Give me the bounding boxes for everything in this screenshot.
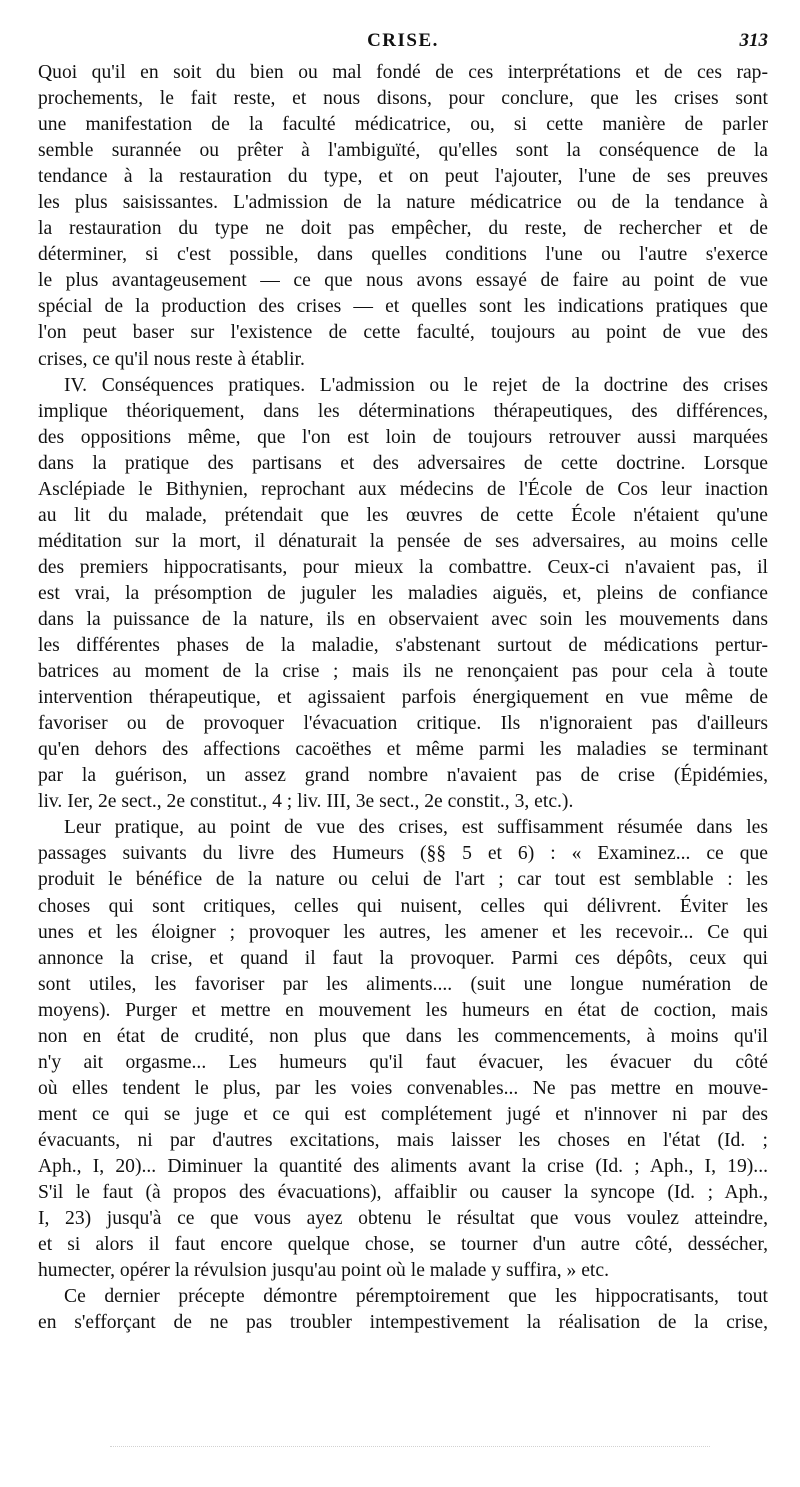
text-line: en s'efforçant de ne pas troubler intempestivement la réalisation de la crise, (38, 1312, 768, 1334)
text-line: où elles tendent le plus, par les voies convenables... Ne pas mettre en mouve- (38, 1077, 768, 1099)
text-line: au lit du malade, prétendait que les œuvres de cette École n'étaient qu'une (38, 504, 768, 526)
text-line: prochements, le fait reste, et nous disons, pour conclure, que les crises sont (38, 88, 768, 110)
text-line: des oppositions même, que l'on est loin de toujours retrouver aussi marquées (38, 426, 768, 448)
text-line: les différentes phases de la maladie, s'abstenant surtout de médications pertur- (38, 635, 768, 657)
text-line: déterminer, si c'est possible, dans quelles conditions l'une ou l'autre s'exerce (38, 244, 768, 266)
text-line: sont utiles, les favoriser par les aliments.... (suit une longue numération de (38, 973, 768, 995)
text-line: dans la pratique des partisans et des adversaires de cette doctrine. Lorsque (38, 452, 768, 474)
text-line: moyens). Purger et mettre en mouvement les humeurs en état de coction, mais (38, 999, 768, 1021)
text-line: qu'en dehors des affections cacoëthes et même parmi les maladies se terminant (38, 739, 768, 761)
text-line: crises, ce qu'il nous reste à établir. (38, 348, 305, 370)
text-line: la restauration du type ne doit pas empêcher, du reste, de rechercher et de (38, 218, 768, 240)
print-residue (110, 1446, 710, 1453)
text-line: ment ce qui se juge et ce qui est complétement jugé et n'innover ni par des (38, 1103, 768, 1125)
text-line: implique théoriquement, dans les déterminations thérapeutiques, des différences, (38, 400, 768, 422)
text-line: n'y ait orgasme... Les humeurs qu'il faut évacuer, les évacuer du côté (38, 1051, 768, 1073)
text-line: spécial de la production des crises — et quelles sont les indications pratiques que (38, 296, 768, 318)
text-line: produit le bénéfice de la nature ou celui de l'art ; car tout est semblable : les (38, 869, 768, 891)
text-line: non en état de crudité, non plus que dans les commencements, à moins qu'il (38, 1025, 768, 1047)
text-line: passages suivants du livre des Humeurs (§§ 5 et 6) : « Examinez... ce que (38, 843, 768, 865)
text-line: choses qui sont critiques, celles qui nuisent, celles qui délivrent. Éviter les (38, 895, 768, 917)
text-line: Ce dernier précepte démontre péremptoirement que les hippocratisants, tout (64, 1286, 768, 1308)
text-line: favoriser ou de provoquer l'évacuation critique. Ils n'ignoraient pas d'ailleurs (38, 713, 768, 735)
text-line: unes et les éloigner ; provoquer les autres, les amener et les recevoir... Ce qui (38, 921, 768, 943)
text-line: des premiers hippocratisants, pour mieux la combattre. Ceux-ci n'avaient pas, il (38, 556, 768, 578)
text-line: par la guérison, un assez grand nombre n'avaient pas de crise (Épidémies, (38, 765, 768, 787)
running-head (38, 30, 768, 54)
text-line: est vrai, la présomption de juguler les maladies aiguës, et, pleins de confiance (38, 582, 768, 604)
text-line: dans la puissance de la nature, ils en observaient avec soin les mouvements dans (38, 608, 768, 630)
text-line: Leur pratique, au point de vue des crises, est suffisamment résumée dans les (64, 817, 768, 839)
text-line: tendance à la restauration du type, et on peut l'ajouter, l'une de ses preuves (38, 166, 768, 188)
text-line: Quoi qu'il en soit du bien ou mal fondé de ces interprétations et de ces rap- (38, 62, 768, 83)
text-line: annonce la crise, et quand il faut la provoquer. Parmi ces dépôts, ceux qui (38, 947, 768, 969)
text-line: humecter, opérer la révulsion jusqu'au point où le malade y suffira, » etc. (38, 1260, 609, 1282)
text-line: batrices au moment de la crise ; mais ils ne renonçaient pas pour cela à toute (38, 661, 768, 683)
text-line: intervention thérapeutique, et agissaient parfois énergiquement en vue même de (38, 687, 768, 709)
body-text (38, 60, 768, 1336)
text-line: évacuants, ni par d'autres excitations, mais laisser les choses en l'état (Id. ; (38, 1129, 768, 1151)
text-line: semble surannée ou prêter à l'ambiguïté, qu'elles sont la conséquence de la (38, 140, 768, 162)
text-line: les plus saisissantes. L'admission de la nature médicatrice ou de la tendance à (38, 192, 768, 214)
text-line: une manifestation de la faculté médicatrice, ou, si cette manière de parler (38, 114, 768, 136)
text-line: Aph., I, 20)... Diminuer la quantité des aliments avant la crise (Id. ; Aph., I, 19)... (38, 1155, 768, 1177)
section-heading-line: IV. Conséquences pratiques. L'admission ou le rejet de la doctrine des crises (64, 374, 768, 396)
text-line: méditation sur la mort, il dénaturait la pensée de ses adversaires, au moins celle (38, 530, 768, 552)
text-line: Asclépiade le Bithynien, reprochant aux médecins de l'École de Cos leur inaction (38, 478, 768, 500)
page-number: 313 (739, 30, 768, 51)
text-line: l'on peut baser sur l'existence de cette faculté, toujours au point de vue des (38, 322, 768, 344)
text-line: et si alors il faut encore quelque chose, se tourner d'un autre côté, dessécher, (38, 1234, 768, 1256)
text-line: I, 23) jusqu'à ce que vous ayez obtenu le résultat que vous voulez atteindre, (38, 1208, 768, 1230)
text-line: le plus avantageusement — ce que nous avons essayé de faire au point de vue (38, 270, 768, 292)
running-title: CRISE. (367, 30, 439, 51)
text-line: S'il le faut (à propos des évacuations), affaiblir ou causer la syncope (Id. ; Aph., (38, 1182, 768, 1204)
text-line: liv. Ier, 2e sect., 2e constitut., 4 ; liv. III, 3e sect., 2e constit., 3, etc.). (38, 791, 574, 813)
